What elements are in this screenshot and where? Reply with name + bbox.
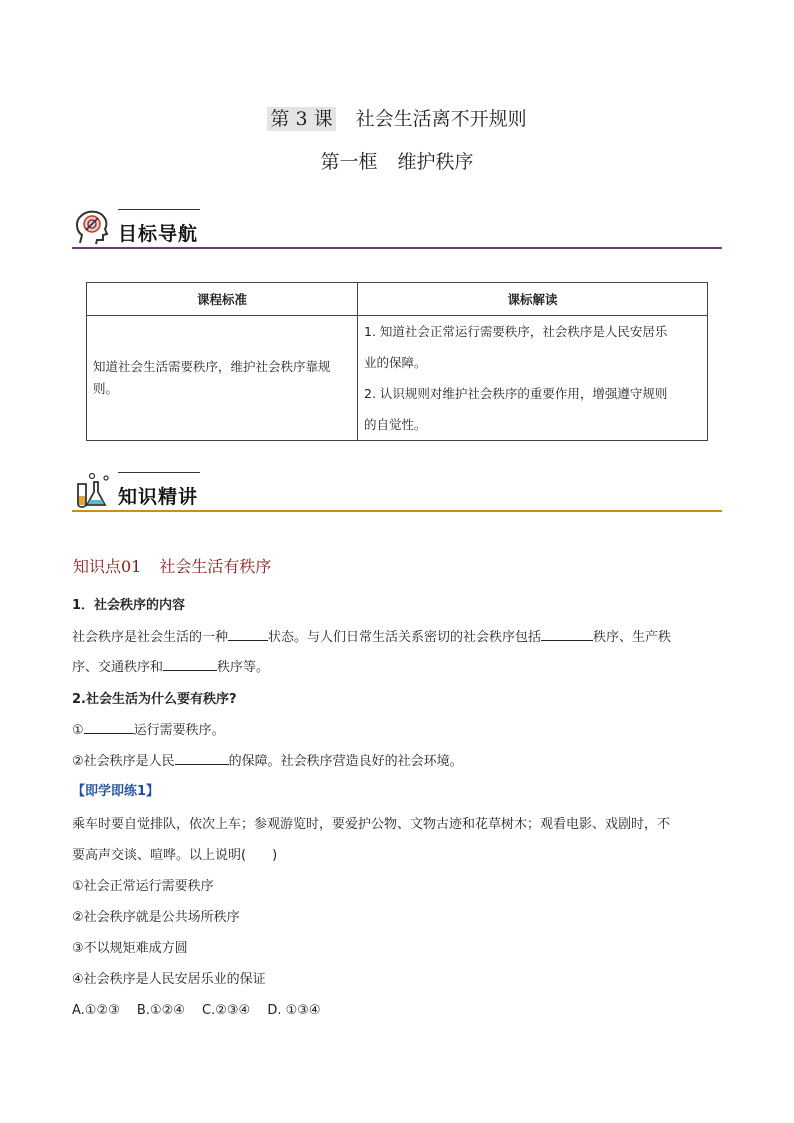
section-goal-header xyxy=(72,207,722,251)
fill-blank xyxy=(541,628,593,641)
knowledge-point-text: 社会生活有秩序 xyxy=(159,557,272,576)
table-header-standard: 课程标准 xyxy=(87,283,358,316)
flask-icon xyxy=(72,470,112,510)
head-target-icon xyxy=(72,207,112,247)
text: 秩序、生产秩 xyxy=(593,630,672,645)
paragraph-line xyxy=(72,656,269,675)
lesson-title-text: 社会生活离不开规则 xyxy=(355,108,527,130)
frame-title-text: 维护秩序 xyxy=(397,151,474,173)
fill-blank xyxy=(84,721,134,734)
text: 序、交通秩序和 xyxy=(72,660,164,675)
table-cell-interpretation xyxy=(358,316,708,441)
text: 社会秩序是社会生活的一种 xyxy=(72,630,229,645)
practice-option: ④社会秩序是人民安居乐业的保证 xyxy=(72,972,266,987)
interpret-line: 1. 知道社会正常运行需要秩序，社会秩序是人民安居乐 xyxy=(364,324,668,339)
paragraph-line xyxy=(72,626,671,645)
question-line-1 xyxy=(72,719,225,738)
practice-option: ②社会秩序就是公共场所秩序 xyxy=(72,910,240,925)
knowledge-point-title xyxy=(73,554,271,577)
subheading-1: 1．社会秩序的内容 xyxy=(72,598,186,613)
curriculum-table xyxy=(86,282,708,441)
section-goal-label: 目标导航 xyxy=(118,223,199,245)
practice-choices: A.①②③ B.①②④ C.②③④ D. ①③④ xyxy=(72,1003,321,1018)
table-header-interpretation: 课标解读 xyxy=(358,283,708,316)
section-knowledge-header xyxy=(72,470,722,514)
fill-blank xyxy=(163,658,217,671)
interpret-line: 的自觉性。 xyxy=(364,417,427,432)
text: ① xyxy=(72,723,84,738)
subheading-2: 2.社会生活为什么要有秩序? xyxy=(72,692,237,707)
interpret-line: 业的保障。 xyxy=(364,355,427,370)
question-line-2 xyxy=(72,750,463,769)
table-cell-standard: 知道社会生活需要秩序，维护社会秩序靠规则。 xyxy=(87,316,358,441)
knowledge-point-number: 知识点01 xyxy=(73,557,142,576)
section-knowledge-divider xyxy=(72,510,722,512)
text: ②社会秩序是人民 xyxy=(72,754,175,769)
frame-title xyxy=(0,147,794,174)
fill-blank xyxy=(175,752,229,765)
practice-stem-line: 要高声交谈、喧哗。以上说明( ) xyxy=(72,848,278,863)
section-knowledge-label: 知识精讲 xyxy=(118,486,199,508)
frame-number: 第一框 xyxy=(320,151,378,173)
practice-option: ①社会正常运行需要秩序 xyxy=(72,879,214,894)
lesson-title xyxy=(0,104,794,131)
section-goal-divider xyxy=(72,247,722,249)
text: 的保障。社会秩序营造良好的社会环境。 xyxy=(228,754,463,769)
practice-label: 【即学即练1】 xyxy=(72,784,160,799)
text: 秩序等。 xyxy=(217,660,270,675)
text: 状态。与人们日常生活关系密切的社会秩序包括 xyxy=(268,630,542,645)
text: 运行需要秩序。 xyxy=(133,723,225,738)
practice-stem-line: 乘车时要自觉排队，依次上车；参观游览时，要爱护公物、文物古迹和花草树木；观看电影、戏剧时，不 xyxy=(72,817,671,832)
fill-blank xyxy=(228,628,268,641)
lesson-number: 第 3 课 xyxy=(267,107,335,131)
interpret-line: 2. 认识规则对维护社会秩序的重要作用，增强遵守规则 xyxy=(364,386,668,401)
practice-option: ③不以规矩难成方圆 xyxy=(72,941,188,956)
